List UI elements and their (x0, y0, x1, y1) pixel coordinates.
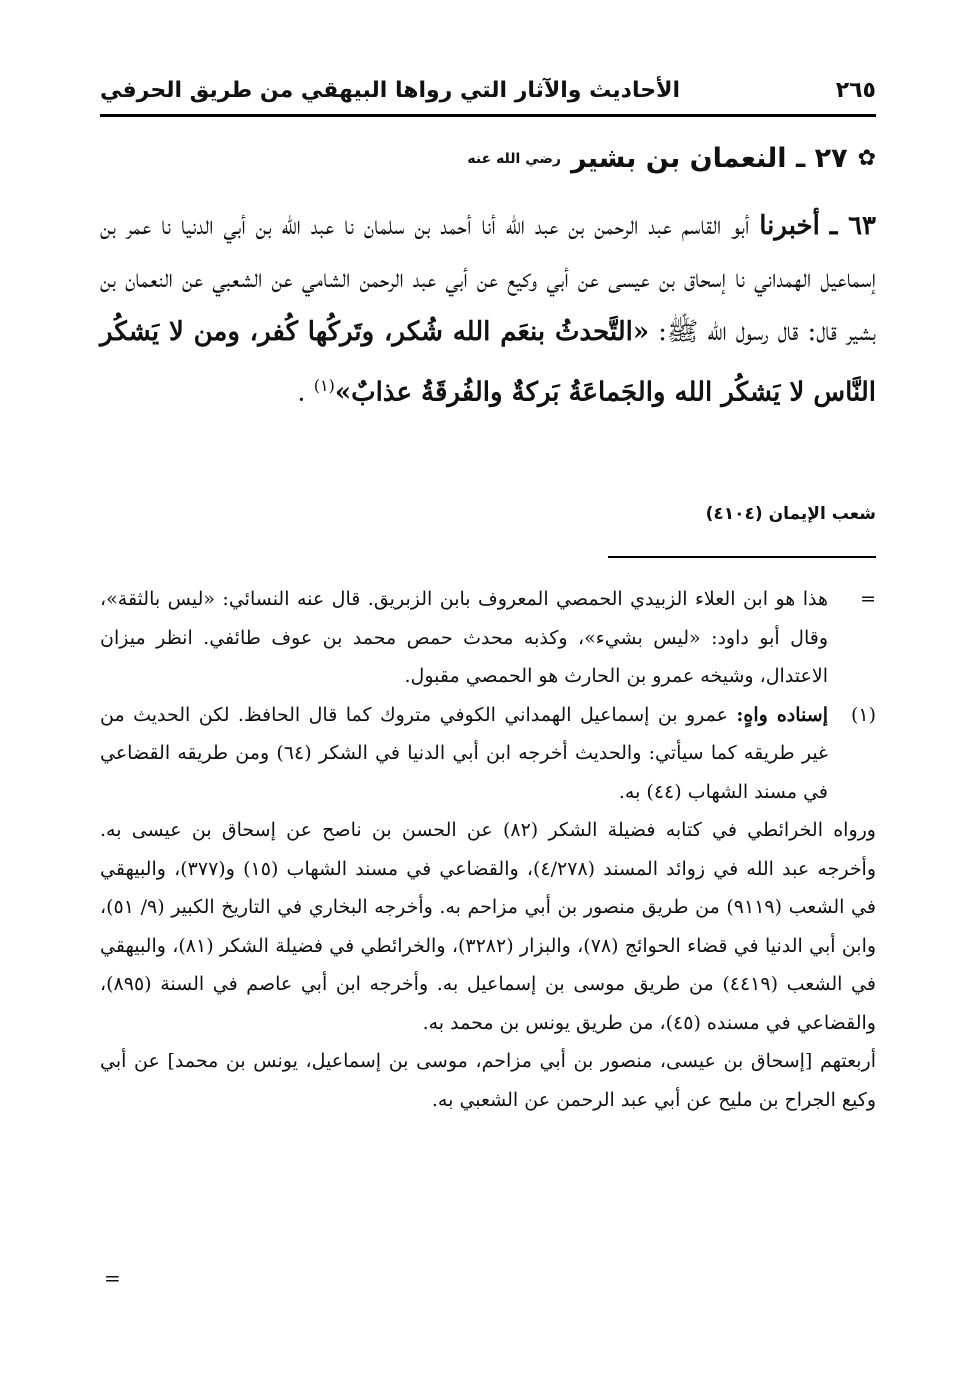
section-title: ٢٧ ـ النعمان بن بشير (570, 143, 848, 174)
hadith-isnad: أبو القاسم عبد الرحمن بن عبد الله أنا أحمد بن سلمان نا عبد الله بن أبي الدنيا نا عمر بن إسماعيل الهمداني نا إسحاق بن عيسى عن أبي وكيع عن أبي عبد الرحمن الشامي عن الشعبي عن النعمان بن بشير قال: قال رسول الله ﷺ: (100, 211, 876, 347)
footnote-1-marker: (١) (850, 703, 876, 726)
footnote-paragraph-3: أربعتهم [إسحاق بن عيسى، منصور بن أبي مزاحم، موسى بن إسماعيل، يونس بن محمد] عن أبي وكيع الجراح بن مليح عن أبي عبد الرحمن عن الشعبي به. (100, 1050, 876, 1111)
footnote-1-lead: إسناده واهٍ: (736, 703, 828, 726)
footnote-1 (100, 696, 876, 812)
header-rule (100, 114, 876, 117)
running-title: الأحاديث والآثار التي رواها البيهقي من طريق الحرفي (100, 77, 681, 103)
hadith-matn: «التَّحدثُ بنعَم الله شُكر، وتَركُها كُفر، ومن لا يَشكُر النَّاس لا يَشكُر الله والجَماعَةُ بَركةٌ والفُرقَةُ عذابٌ» (100, 317, 876, 408)
hadith-end: . (297, 377, 314, 408)
footnote-1-text: عمرو بن إسماعيل الهمداني الكوفي متروك كما قال الحافظ. لكن الحديث من غير طريقه كما سيأتي: والحديث أخرجه ابن أبي الدنيا في الشكر (٦٤) ومن طريقه القضاعي في مسند الشهاب (٤٤) به. (100, 703, 828, 803)
hadith-lead: أخبرنا (759, 211, 820, 241)
continues-marker: = (104, 1266, 121, 1290)
page-number: ٢٦٥ (835, 77, 876, 103)
footnote-continued (100, 580, 876, 696)
flower-icon: ✿ (857, 146, 876, 171)
section-heading (467, 143, 876, 174)
source-citation: شعب الإيمان (٤١٠٤) (705, 504, 876, 524)
footnote-continued-text: هذا هو ابن العلاء الزبيدي الحمصي المعروف بابن الزبريق. قال عنه النسائي: «ليس بالثقة»، وقال أبو داود: «ليس بشيء»، وكذبه محدث حمص محمد بن عوف طائفي. انظر ميزان الاعتدال، وشيخه عمرو بن الحارث هو الحمصي مقبول. (100, 588, 828, 687)
footnote-ref[interactable]: (١) (313, 376, 335, 395)
hadith-text (100, 200, 876, 420)
footnote-paragraph-2: ورواه الخرائطي في كتابه فضيلة الشكر (٨٢) عن الحسن بن ناصح عن إسحاق بن عيسى به. وأخرجه عبد الله في زوائد المسند (٤/٢٧٨)، والقضاعي في مسند الشهاب (١٥) و(٣٧٧)، والبيهقي في الشعب (٩١١٩) من طريق منصور بن أبي مزاحم به. وأخرجه البخاري في التاريخ الكبير (٩/ ٥١)، وابن أبي الدنيا في قضاء الحوائج (٧٨)، والبزار (٣٢٨٢)، والخرائطي في فضيلة الشكر (٨١)، والبيهقي في الشعب (٤٤١٩) من طريق موسى بن إسماعيل به. وأخرجه ابن أبي عاصم في السنة (٨٩٥)، والقضاعي في مسنده (٤٥)، من طريق يونس بن محمد به. (100, 819, 877, 1034)
hadith-number: ٦٣ ـ (829, 211, 877, 241)
footnote-rule (608, 556, 876, 558)
running-header (100, 70, 876, 110)
honorific: رضي الله عنه (467, 150, 561, 167)
footnotes (100, 580, 876, 1119)
continued-marker: = (860, 588, 876, 610)
